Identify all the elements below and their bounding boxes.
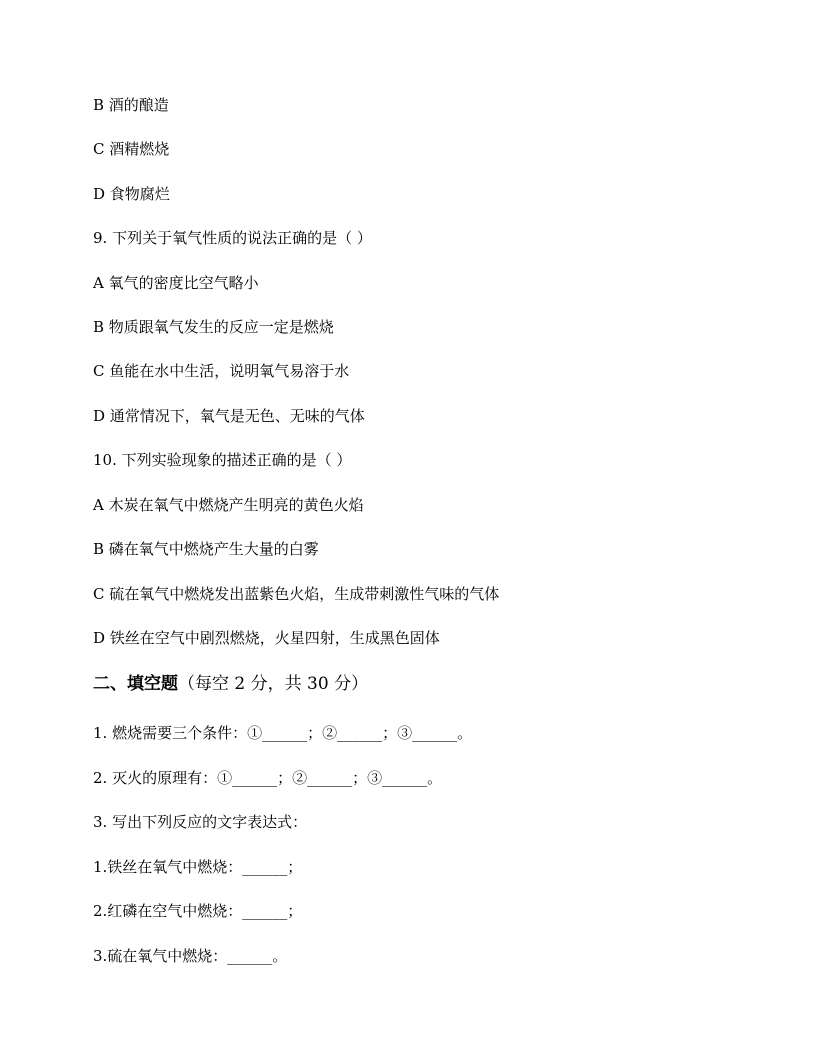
fill-question-3: 3. 写出下列反应的文字表达式： — [93, 813, 308, 831]
question-10-option-d: D 铁丝在空气中剧烈燃烧，火星四射，生成黑色固体 — [93, 629, 440, 647]
section-score-note: （每空 2 分，共 30 分） — [178, 674, 369, 694]
question-10-option-b: B 磷在氧气中燃烧产生大量的白雾 — [93, 540, 319, 558]
fill-question-1: 1. 燃烧需要三个条件：①______；②______；③______。 — [93, 724, 473, 742]
question-9-option-d: D 通常情况下，氧气是无色、无味的气体 — [93, 407, 365, 425]
option-c-alcohol-burning: C 酒精燃烧 — [93, 140, 170, 158]
fill-question-2: 2. 灭火的原理有：①______；②______；③______。 — [93, 769, 443, 787]
section-heading — [93, 673, 368, 695]
question-9-option-c: C 鱼能在水中生活，说明氧气易溶于水 — [93, 362, 350, 380]
question-9-option-a: A 氧气的密度比空气略小 — [93, 274, 259, 292]
question-9: 9. 下列关于氧气性质的说法正确的是（ ） — [93, 229, 372, 247]
option-d-food-rotting: D 食物腐烂 — [93, 185, 170, 203]
question-9-option-b: B 物质跟氧气发生的反应一定是燃烧 — [93, 318, 334, 336]
fill-question-3-item-3: 3.硫在氧气中燃烧：______。 — [93, 947, 288, 965]
section-title: 二、填空题 — [93, 674, 178, 694]
question-10: 10. 下列实验现象的描述正确的是（ ） — [93, 451, 352, 469]
fill-question-3-item-1: 1.铁丝在氧气中燃烧：______； — [93, 858, 303, 876]
option-b-wine-brewing: B 酒的酿造 — [93, 96, 169, 114]
fill-question-3-item-2: 2.红磷在空气中燃烧：______； — [93, 902, 303, 920]
question-10-option-a: A 木炭在氧气中燃烧产生明亮的黄色火焰 — [93, 496, 364, 514]
question-10-option-c: C 硫在氧气中燃烧发出蓝紫色火焰，生成带刺激性气味的气体 — [93, 585, 500, 603]
